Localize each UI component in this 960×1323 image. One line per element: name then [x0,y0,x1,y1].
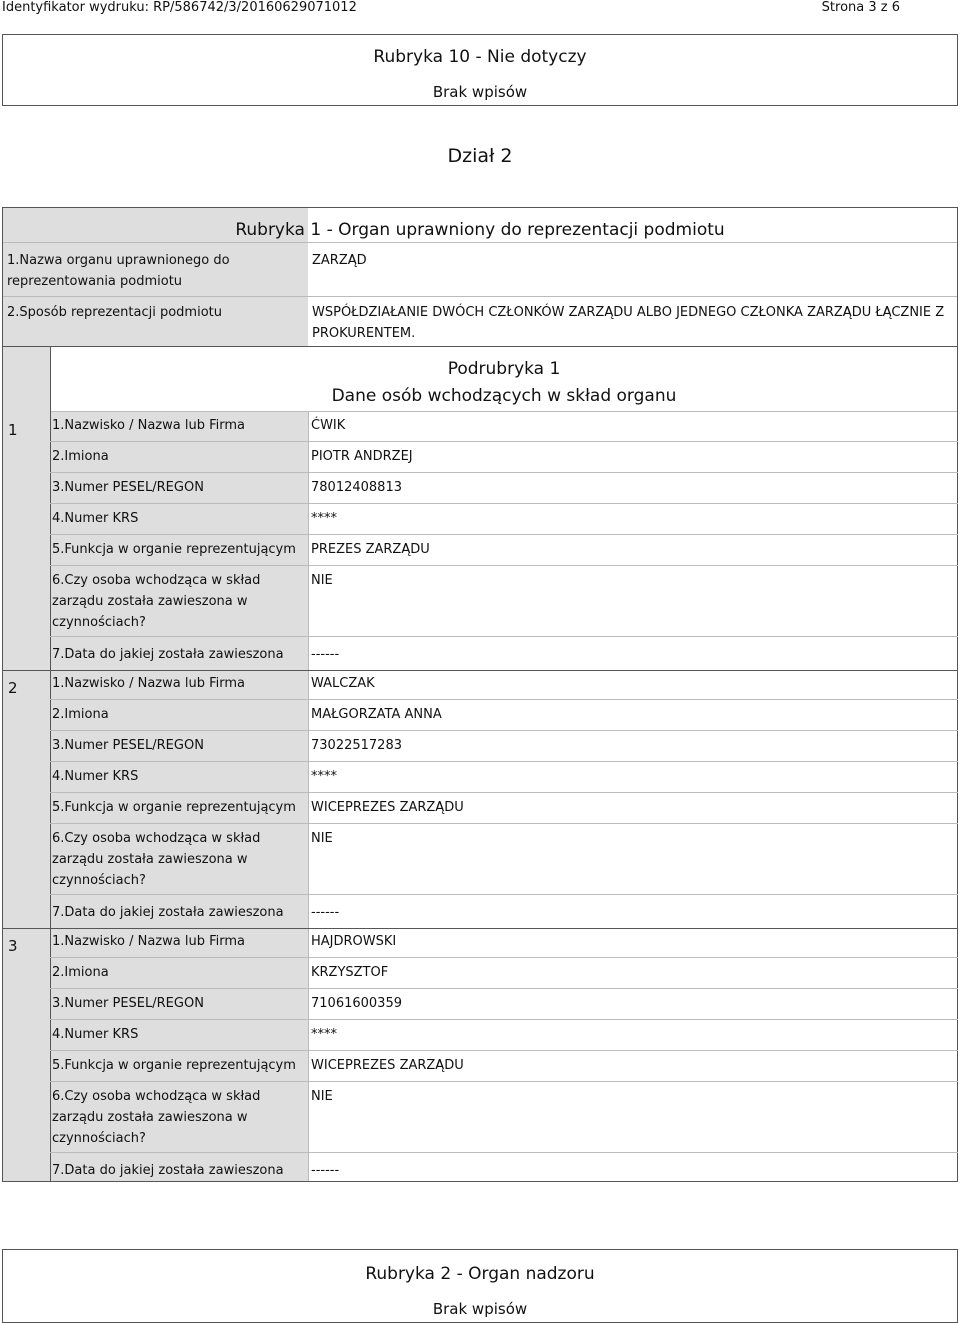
field-label-function: 5.Funkcja w organie reprezentującym [52,800,296,815]
field-value-krs: **** [311,1027,337,1042]
field-label-krs: 4.Numer KRS [52,769,139,784]
row-divider [50,503,958,504]
section-title: Dział 2 [447,145,513,167]
rubryka2-note: Brak wpisów [432,1300,528,1318]
rubryka2-title: Rubryka 2 - Organ nadzoru [365,1264,595,1284]
rubryka10-box [2,34,958,106]
rubryka1-title: Rubryka 1 - Organ uprawniony do reprezentacji podmiotu [235,220,725,240]
field-value-surname: ĆWIK [311,418,346,433]
field-value-surname: WALCZAK [311,676,375,691]
divider [2,670,958,671]
field-value-function: PREZES ZARZĄDU [311,542,430,557]
subsection-title: Podrubryka 1 [447,359,561,379]
row-divider [50,792,958,793]
row-divider [50,565,958,566]
field-value-names: PIOTR ANDRZEJ [311,449,413,464]
field-label-names: 2.Imiona [52,449,109,464]
rubryka1-box [2,207,958,347]
field-label-krs: 4.Numer KRS [52,511,139,526]
field-label-surname: 1.Nazwisko / Nazwa lub Firma [52,418,245,433]
field-value-suspended-date: ------ [311,1163,340,1178]
field-value-pesel: 71061600359 [311,996,402,1011]
field-label-names: 2.Imiona [52,965,109,980]
field-value-suspended-date: ------ [311,647,340,662]
field-value-suspended: NIE [311,831,333,846]
person-number: 2 [8,679,18,697]
field-label-pesel: 3.Numer PESEL/REGON [52,480,204,495]
rubryka2-box [2,1249,958,1323]
row-divider [50,1152,958,1153]
divider [3,242,957,243]
field-label-surname: 1.Nazwisko / Nazwa lub Firma [52,934,245,949]
divider [2,928,958,929]
field-label-suspended-date: 7.Data do jakiej została zawieszona [52,647,284,662]
row-divider [50,1019,958,1020]
row-divider [50,534,958,535]
representation-label: 2.Sposób reprezentacji podmiotu [7,305,222,320]
field-value-suspended-date: ------ [311,905,340,920]
field-value-names: MAŁGORZATA ANNA [311,707,442,722]
representation-value: WSPÓŁDZIAŁANIE DWÓCH CZŁONKÓW ZARZĄDU ALBO JEDNEGO CZŁONKA ZARZĄDU ŁĄCZNIE Z PROKURENTEM. [312,305,945,341]
row-divider [50,988,958,989]
row-divider [50,894,958,895]
field-value-pesel: 78012408813 [311,480,402,495]
field-label-surname: 1.Nazwisko / Nazwa lub Firma [52,676,245,691]
field-value-function: WICEPREZES ZARZĄDU [311,800,464,815]
divider [308,411,309,1181]
rubryka10-note: Brak wpisów [432,83,528,101]
field-label-function: 5.Funkcja w organie reprezentującym [52,542,296,557]
field-label-names: 2.Imiona [52,707,109,722]
field-label-pesel: 3.Numer PESEL/REGON [52,738,204,753]
row-divider [50,699,958,700]
field-label-suspended-date: 7.Data do jakiej została zawieszona [52,1163,284,1178]
subsection-subtitle: Dane osób wchodzących w skład organu [331,386,677,406]
person-number: 1 [8,421,18,439]
field-value-surname: HAJDROWSKI [311,934,397,949]
divider [3,296,957,297]
print-identifier: Identyfikator wydruku: RP/586742/3/20160629071012 [2,0,357,15]
field-label-suspended: 6.Czy osoba wchodząca w skład zarządu została zawieszona w czynnościach? [52,831,261,888]
divider [51,411,957,412]
field-label-suspended: 6.Czy osoba wchodząca w skład zarządu została zawieszona w czynnościach? [52,1089,261,1146]
field-value-suspended: NIE [311,573,333,588]
field-label-pesel: 3.Numer PESEL/REGON [52,996,204,1011]
page-number: Strona 3 z 6 [821,0,900,15]
field-value-pesel: 73022517283 [311,738,402,753]
row-divider [50,823,958,824]
field-label-krs: 4.Numer KRS [52,1027,139,1042]
field-value-names: KRZYSZTOF [311,965,389,980]
row-divider [50,761,958,762]
row-divider [50,1050,958,1051]
row-divider [50,957,958,958]
field-value-krs: **** [311,769,337,784]
row-divider [50,472,958,473]
field-label-suspended-date: 7.Data do jakiej została zawieszona [52,905,284,920]
row-divider [50,441,958,442]
field-value-suspended: NIE [311,1089,333,1104]
row-divider [50,636,958,637]
rubryka10-title: Rubryka 10 - Nie dotyczy [373,47,587,67]
organ-name-label: 1.Nazwa organu uprawnionego do reprezentowania podmiotu [7,253,230,289]
field-label-suspended: 6.Czy osoba wchodząca w skład zarządu została zawieszona w czynnościach? [52,573,261,630]
row-divider [50,1081,958,1082]
field-value-krs: **** [311,511,337,526]
row-divider [50,730,958,731]
number-col [3,347,50,1181]
field-value-function: WICEPREZES ZARZĄDU [311,1058,464,1073]
person-number: 3 [8,937,18,955]
field-label-function: 5.Funkcja w organie reprezentującym [52,1058,296,1073]
organ-name-value: ZARZĄD [312,253,367,268]
